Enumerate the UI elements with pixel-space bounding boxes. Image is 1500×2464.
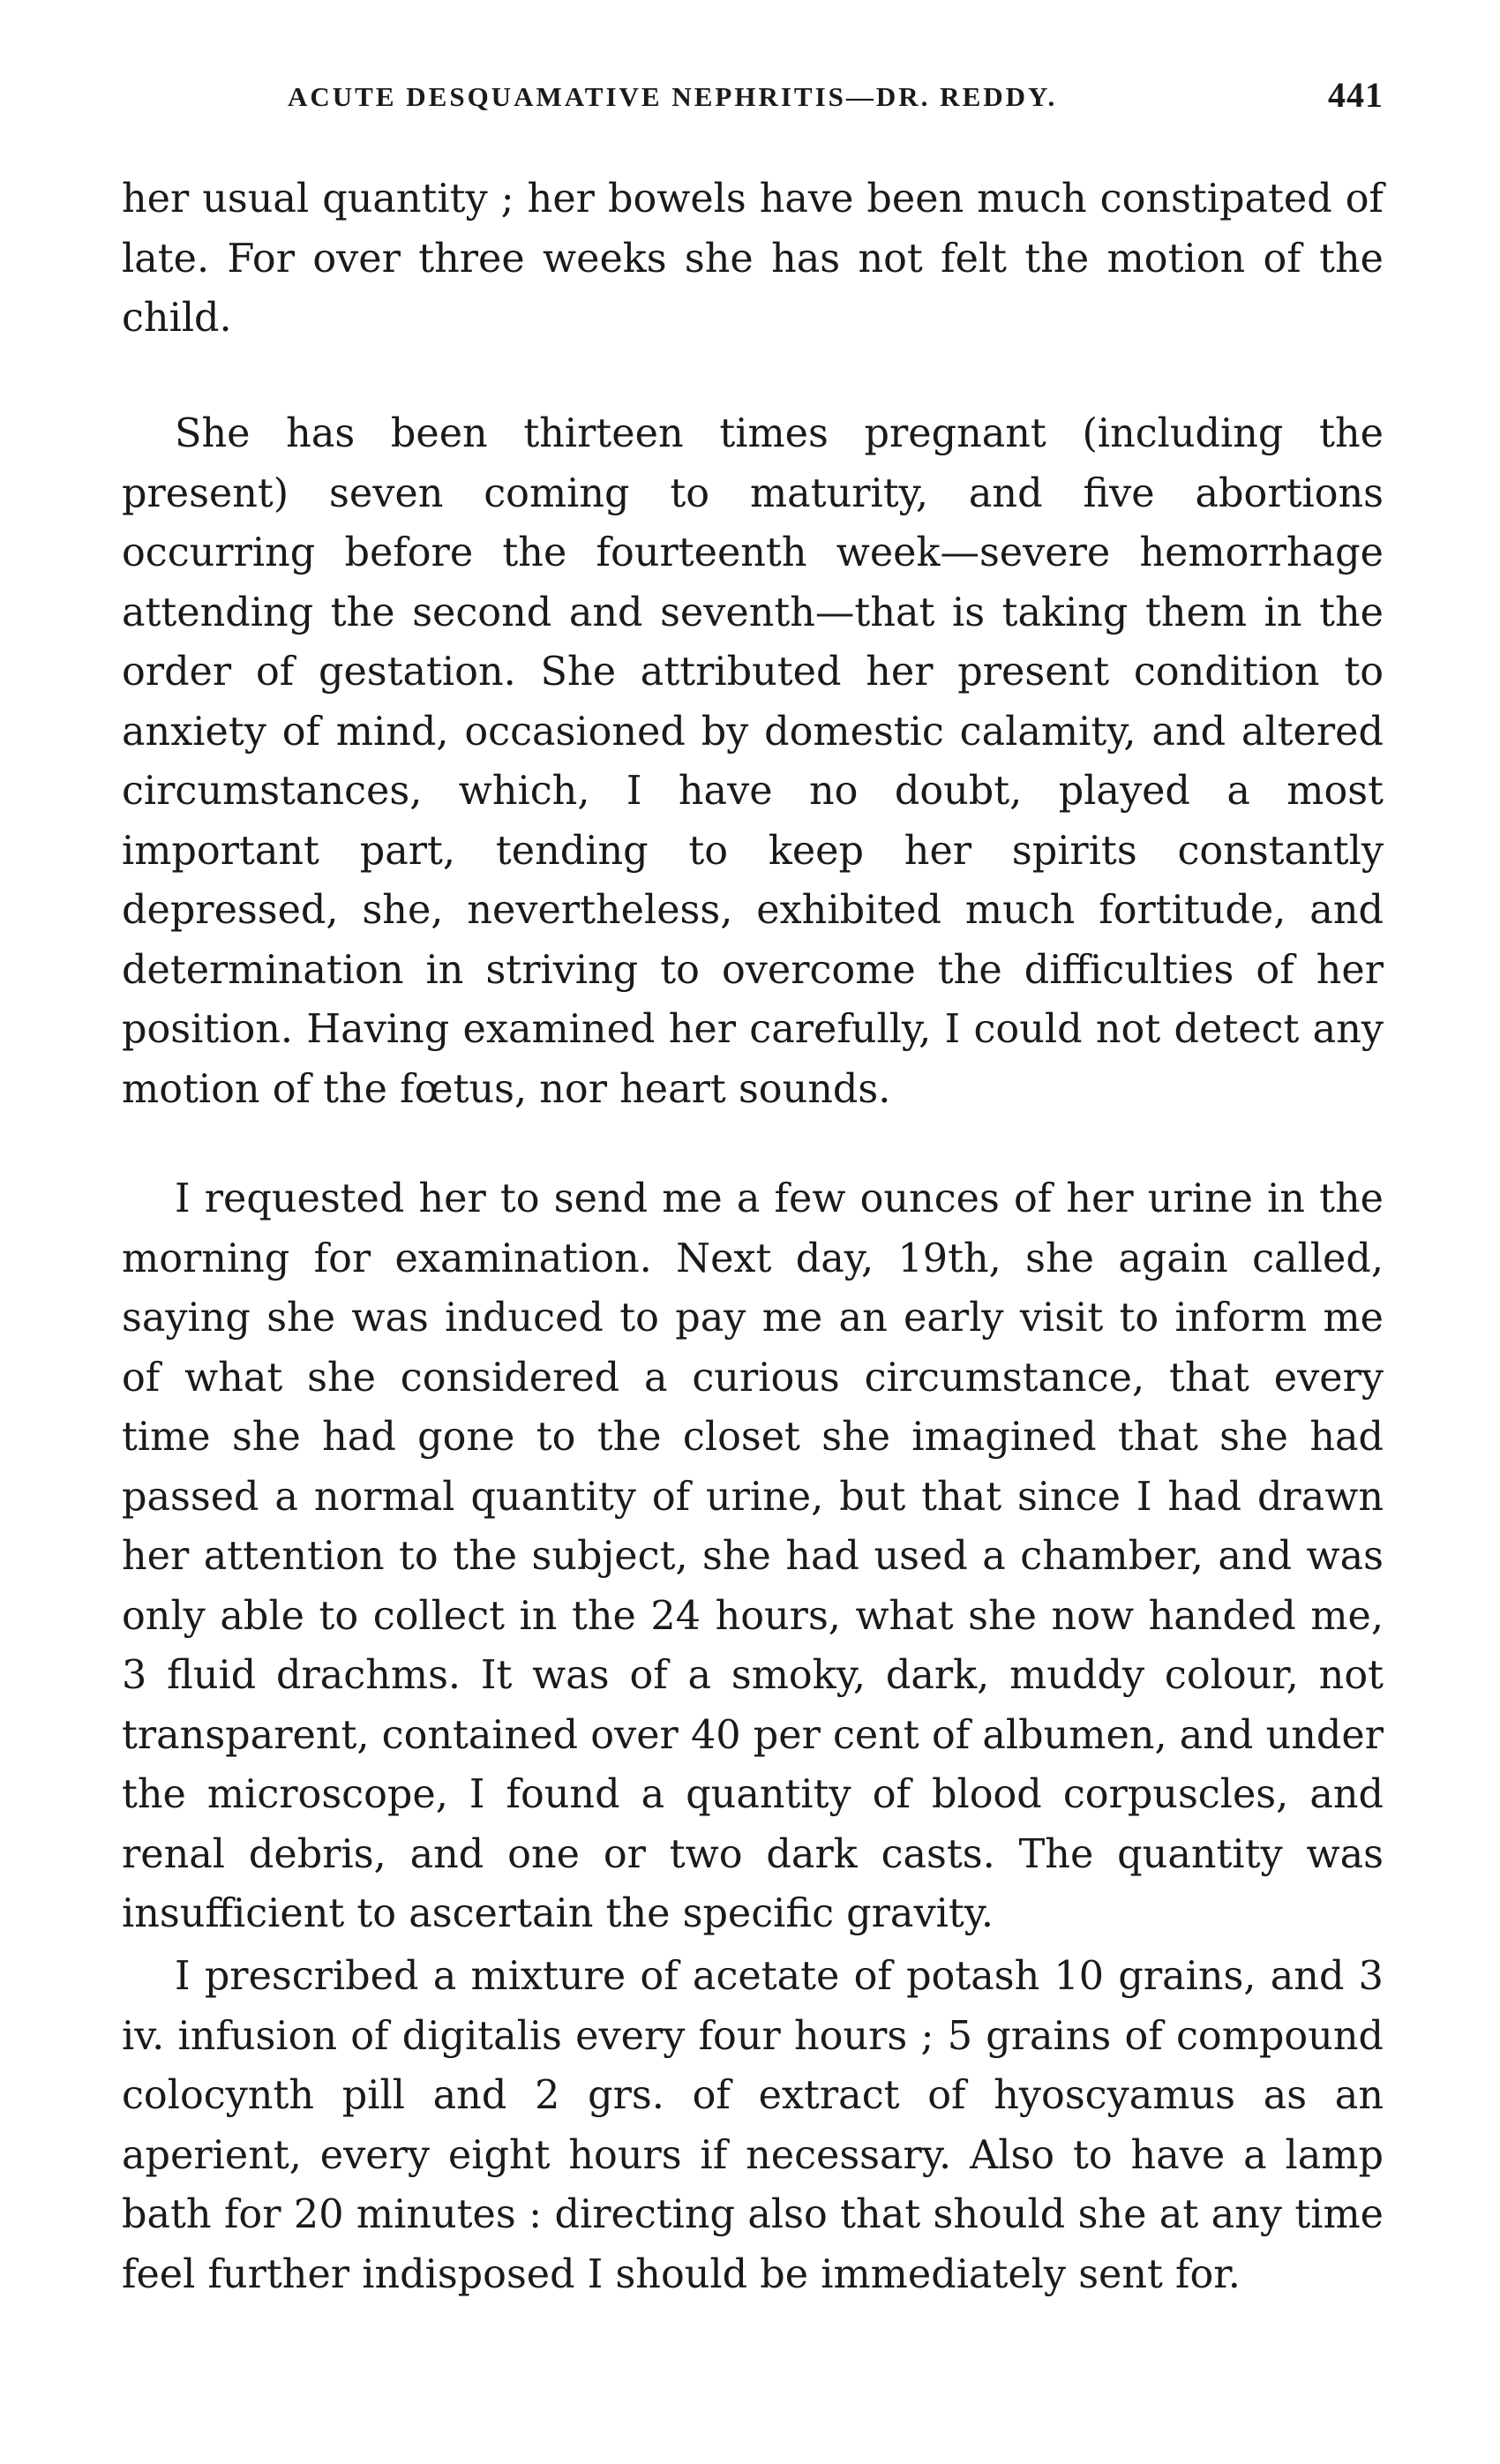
book-page: [122, 71, 1384, 2297]
running-title: ACUTE DESQUAMATIVE NEPHRITIS—DR. REDDY.: [288, 81, 1058, 112]
paragraph-pregnancy-history: She has been thirteen times pregnant (including the present) seven coming to maturity, and five abortions occurring before the fourteenth week—severe hemorrhage attending the second and seventh—that is taking them in the order of gestation. She attributed her present condition to anxiety of mind, occasioned by domestic calamity, and altered circumstances, which, I have no doubt, played a most important part, tending to keep her spirits constantly depressed, she, nevertheless, exhibited much fortitude, and determination in striving to overcome the difficulties of her position. Having examined her carefully, I could not detect any motion of the fœtus, nor heart sounds.: [122, 411, 1384, 1112]
running-head: [122, 71, 1384, 132]
paragraph-urine-examination: I requested her to send me a few ounces of her urine in the morning for examination. Next day, 19th, she again called, saying she was induced to pay me an early visit to inform me of what she considered a curious circumstance, that every time she had gone to the closet she imagined that she had passed a normal quantity of urine, but that since I had drawn her attention to the subject, she had used a chamber, and was only able to collect in the 24 hours, what she now handed me, 3 fluid drachms. It was of a smoky, dark, muddy colour, not transparent, contained over 40 per cent of albumen, and under the microscope, I found a quantity of blood corpuscles, and renal debris, and one or two dark casts. The quantity was insufficient to ascertain the specific gravity.: [122, 1176, 1384, 1936]
paragraph-prescription: I prescribed a mixture of acetate of potash 10 grains, and 3 iv. infusion of digitalis every four hours ; 5 grains of compound colocynth pill and 2 grs. of extract of hyoscyamus as an aperient, every eight hours if necessary. Also to have a lamp bath for 20 minutes : directing also that should she at any time feel further indisposed I should be immediately sent for.: [122, 1954, 1384, 2297]
page-number: 441: [1328, 75, 1384, 115]
paragraph-continuation: her usual quantity ; her bowels have been much constipated of late. For over three weeks she has not felt the motion of the child.: [122, 177, 1384, 341]
